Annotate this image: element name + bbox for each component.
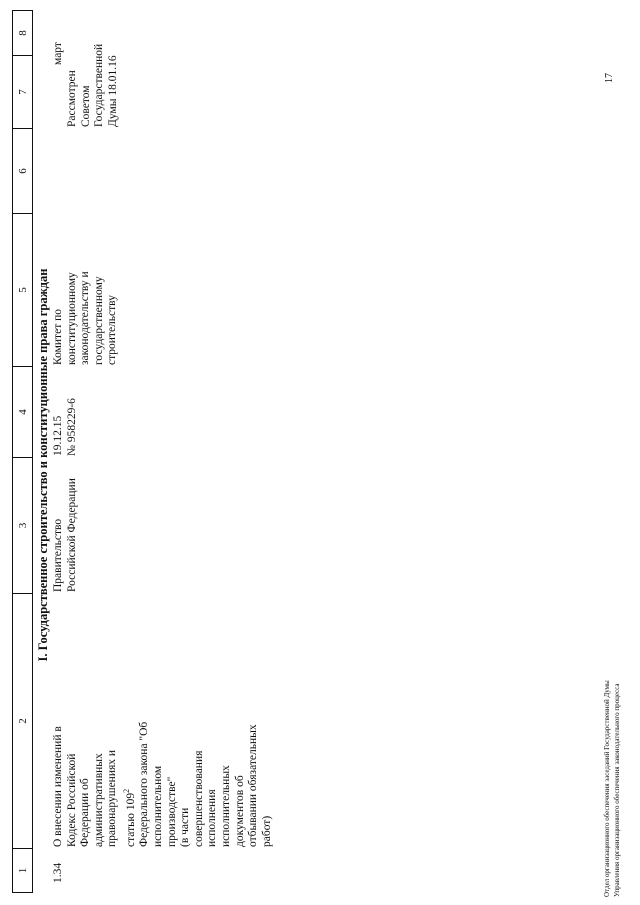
footer-line-1: Отдел организационного обеспечения заседаний Государственной Думы — [603, 680, 611, 897]
initiator — [52, 478, 79, 592]
column-header-3: 3 — [12, 458, 33, 594]
bill-title — [52, 722, 274, 847]
bill-title-line: Федерации об — [79, 778, 92, 847]
page-number: 17 — [604, 73, 615, 83]
initiator-line: Правительство — [52, 518, 64, 592]
bill-title-line: исполнительном — [151, 765, 164, 847]
committee-line: строительству — [106, 295, 119, 365]
committee-line: законодательству и — [79, 271, 92, 365]
month: март — [52, 42, 64, 65]
bill-title-line: правонарушениях и — [106, 749, 119, 847]
status-line: Советом — [79, 85, 92, 127]
column-header-2: 2 — [12, 594, 33, 849]
bill-title-line: Федерального закона "Об — [138, 721, 151, 847]
status-line: Думы 18.01.16 — [106, 55, 119, 127]
status-line: Государственной — [93, 43, 106, 127]
row-number: 1.34 — [52, 862, 64, 883]
bill-title-line: административных — [92, 753, 105, 847]
bill-title-line: работ) — [260, 815, 273, 847]
committee-line: Комитет по — [52, 309, 64, 365]
column-header-7: 7 — [12, 56, 33, 129]
registration-date: 19.12.15 — [52, 415, 64, 456]
bill-title-line: (в части — [179, 807, 192, 847]
status-line: Рассмотрен — [66, 70, 78, 127]
superscript: 2 — [121, 788, 131, 793]
column-header-8: 8 — [12, 10, 33, 56]
bill-title-line: отбывании обязательных — [247, 724, 260, 847]
status — [66, 44, 120, 127]
committee-line: конституционному — [65, 272, 78, 365]
footer-line-2: Управления организационного обеспечения законодательного процесса — [613, 683, 621, 897]
column-header-4: 4 — [12, 367, 33, 458]
committee-line: государственному — [92, 276, 105, 365]
bill-title-line: производстве" — [165, 776, 178, 847]
column-header-5: 5 — [12, 214, 33, 367]
bill-title-line: Кодекс Российской — [65, 753, 78, 847]
bill-title-line: документов об — [233, 775, 246, 847]
bill-title-line: исполнения — [206, 789, 219, 847]
registration — [52, 398, 79, 456]
bill-title-line: исполнительных — [219, 765, 232, 847]
bill-title-line: О внесении изменений в — [52, 726, 64, 847]
bill-number: № 958229-6 — [65, 398, 78, 456]
initiator-line: Российской Федерации — [65, 478, 78, 592]
committee — [52, 271, 120, 365]
section-title: I. Государственное строительство и конституционные права граждан — [36, 268, 50, 662]
bill-title-line: совершенствования — [192, 750, 205, 847]
column-header-6: 6 — [12, 129, 33, 214]
bill-title-text: статью 109 — [124, 792, 137, 847]
bill-title-line — [120, 722, 138, 847]
column-header-1: 1 — [12, 849, 33, 893]
